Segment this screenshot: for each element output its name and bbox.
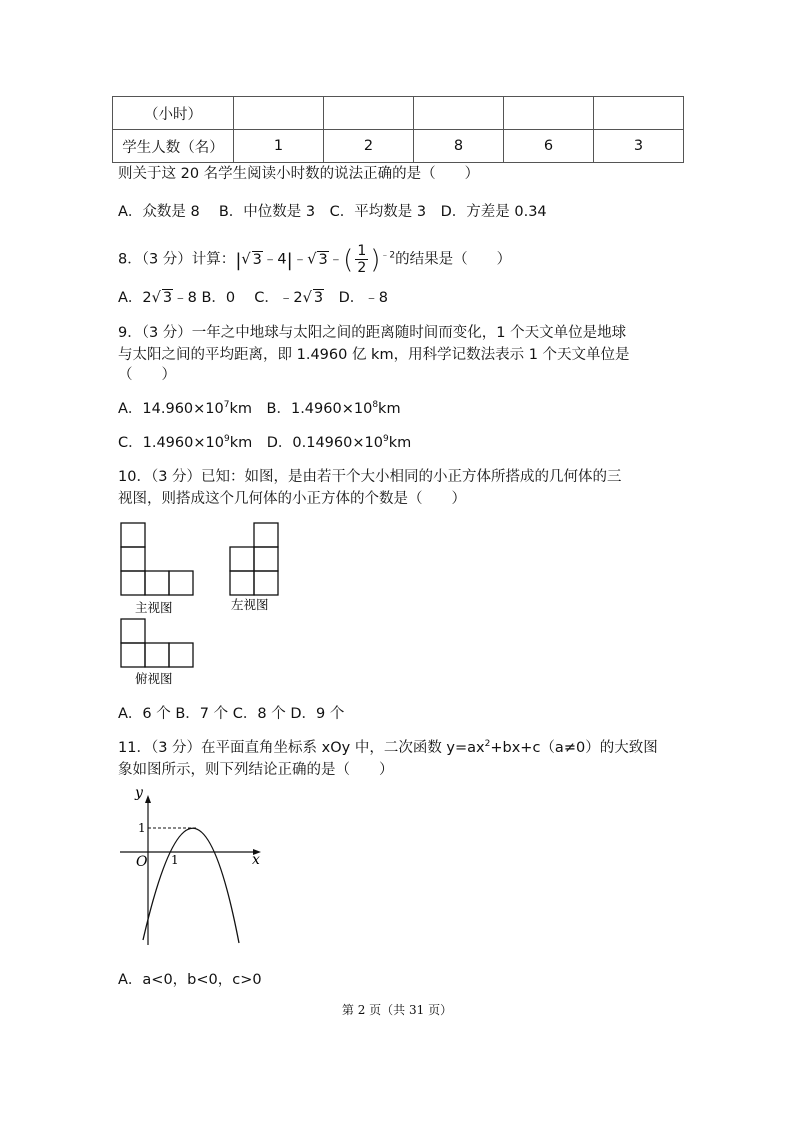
q9-option-c: C．1.4960×10 <box>118 435 224 451</box>
cube-square <box>254 571 278 595</box>
x-one-label: 1 <box>171 853 179 867</box>
sqrt-icon: √ <box>307 251 317 268</box>
left-view <box>230 523 278 595</box>
q8-option-bc: ﹣8 B．0 C．﹣2 <box>173 290 303 306</box>
q8-suffix: 的结果是（ ） <box>395 251 512 268</box>
q8-radicand: 3 <box>252 251 262 268</box>
x-axis-label: x <box>252 852 260 868</box>
cube-square <box>230 547 254 571</box>
reading-hours-table <box>112 96 684 163</box>
top-view <box>121 619 193 667</box>
cube-square <box>121 571 145 595</box>
q8-exponent: ﹣2 <box>380 250 396 261</box>
q8-option-a-radicand: 3 <box>162 290 173 306</box>
table-cell-hours-label: （小时） <box>113 97 234 130</box>
q8-minus4: ﹣4 <box>262 251 287 268</box>
q9-option-d-exp: 9 <box>382 434 389 445</box>
table-cell-count: 3 <box>594 130 684 163</box>
q9-option-a-exp: 7 <box>223 400 230 411</box>
q10-options: A．6 个 B．7 个 C．8 个 D．9 个 <box>118 706 345 722</box>
q8-minus-2: ﹣ <box>328 251 344 268</box>
table-cell <box>504 97 594 130</box>
q9-option-a: A．14.960×10 <box>118 401 224 417</box>
q9-line2: 与太阳之间的平均距离，即 1.4960 亿 km，用科学记数法表示 1 个天文单位是 <box>118 347 630 363</box>
front-view-label: 主视图 <box>135 600 173 615</box>
q8-radicand-2: 3 <box>318 251 328 268</box>
table-cell <box>594 97 684 130</box>
front-view <box>121 523 193 595</box>
table-row <box>113 97 684 130</box>
table-cell-count: 2 <box>324 130 414 163</box>
q9-option-c-exp: 9 <box>223 434 230 445</box>
left-paren: ( <box>343 244 354 275</box>
sqrt-icon: √ <box>302 290 312 306</box>
q8-option-c-radicand: 3 <box>313 290 324 306</box>
q9-option-b: km B．1.4960×10 <box>229 401 373 417</box>
q8-options <box>118 287 388 309</box>
abs-bar-left: | <box>235 249 242 271</box>
q8-prefix: 8．（3 分）计算： <box>118 251 236 268</box>
q9-option-d-unit: km <box>388 435 412 451</box>
parabola-curve <box>143 828 239 943</box>
q7-stem: 则关于这 20 名学生阅读小时数的说法正确的是（ ） <box>118 166 480 182</box>
q11-line1 <box>118 737 658 759</box>
cube-square <box>169 571 193 595</box>
q10-line1: 10．（3 分）已知：如图，是由若干个大小相同的小正方体所搭成的几何体的三 <box>118 469 622 485</box>
q8-option-d: D．﹣8 <box>324 290 388 306</box>
cube-square <box>145 571 169 595</box>
q11-line1-b: +bx+c（a≠0）的大致图 <box>490 740 658 756</box>
y-axis-arrow-icon <box>145 795 151 803</box>
cube-square <box>121 547 145 571</box>
right-paren: ) <box>370 244 381 275</box>
fraction-numerator: 1 <box>357 243 367 259</box>
table-cell-students-label: 学生人数（名） <box>113 130 234 163</box>
three-views-figure <box>110 515 310 690</box>
table-cell <box>414 97 504 130</box>
table-cell <box>324 97 414 130</box>
q11-line1-a: 11．（3 分）在平面直角坐标系 xOy 中，二次函数 y=ax <box>118 740 485 756</box>
q8-fraction <box>355 243 368 276</box>
cube-square <box>145 643 169 667</box>
parabola-graph <box>115 785 275 955</box>
abs-bar-right: | <box>286 249 293 271</box>
fraction-denominator: 2 <box>357 260 367 276</box>
q9-option-b-exp: 8 <box>372 400 379 411</box>
q9-option-b-unit: km <box>378 401 401 417</box>
q9-line3: （ ） <box>118 367 176 383</box>
q7-options: A．众数是 8 B．中位数是 3 C．平均数是 3 D．方差是 0.34 <box>118 204 547 220</box>
cube-square <box>121 619 145 643</box>
cube-square <box>254 523 278 547</box>
left-view-label: 左视图 <box>231 597 269 612</box>
y-axis-label: y <box>135 785 143 801</box>
q9-option-d: km D．0.14960×10 <box>229 435 383 451</box>
q8-option-a: A．2 <box>118 290 152 306</box>
q9-options-ab <box>118 398 401 420</box>
q10-line2: 视图，则搭成这个几何体的小正方体的个数是（ ） <box>118 491 466 507</box>
sqrt-icon: √ <box>241 251 251 268</box>
q9-options-cd <box>118 432 411 454</box>
table-row <box>113 130 684 163</box>
q9-line1: 9．（3 分）一年之中地球与太阳之间的距离随时间而变化，1 个天文单位是地球 <box>118 325 627 341</box>
q11-line2: 象如图所示，则下列结论正确的是（ ） <box>118 762 394 778</box>
cube-square <box>254 547 278 571</box>
table-cell-count: 6 <box>504 130 594 163</box>
table-cell-count: 8 <box>414 130 504 163</box>
q11-option-a: A．a<0，b<0，c>0 <box>118 972 262 988</box>
cube-square <box>121 523 145 547</box>
cube-square <box>230 571 254 595</box>
q8-stem <box>118 243 511 276</box>
cube-square <box>121 643 145 667</box>
origin-label: O <box>136 854 148 870</box>
cube-square <box>169 643 193 667</box>
top-view-label: 俯视图 <box>135 671 173 686</box>
y-one-label: 1 <box>138 821 146 835</box>
sqrt-icon: √ <box>151 290 161 306</box>
q11-exponent: 2 <box>484 739 491 750</box>
table-cell-count: 1 <box>234 130 324 163</box>
q8-minus: ﹣ <box>292 251 308 268</box>
table-cell <box>234 97 324 130</box>
page-footer: 第 2 页（共 31 页） <box>341 1003 453 1017</box>
